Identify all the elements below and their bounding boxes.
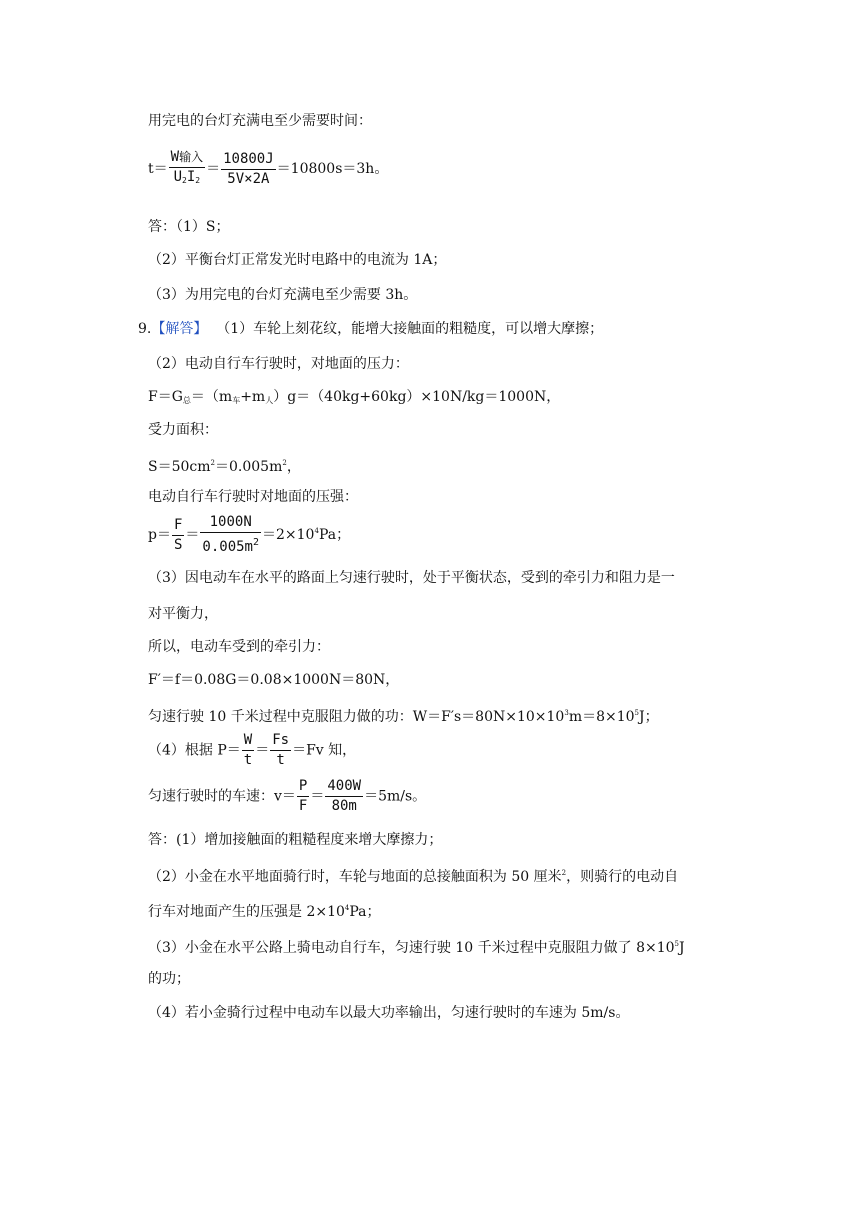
formula-power: （4）根据 P＝ $\frac{W}{t}$ ＝ $\frac{Fs}{t}$ ＝Fv 知， (148, 732, 357, 768)
text-line: 用完电的台灯充满电至少需要时间： (148, 113, 372, 129)
problem-9-header: 9.【解答】 （1）车轮上刻花纹，能增大接触面的粗糙度，可以增大摩擦； (138, 321, 604, 337)
text-line: 所以，电动车受到的牵引力： (148, 639, 330, 655)
solution-tag: 【解答】 (151, 321, 208, 337)
text-line: 对平衡力， (148, 606, 218, 622)
formula-work: 匀速行驶 10 千米过程中克服阻力做的功：$W=F's=80N\times 10\times 10^3m=8\times 10^5J$； (148, 709, 659, 725)
answer-line: 答：（1）S； (148, 219, 230, 235)
text-line: （3）因电动车在水平的路面上匀速行驶时，处于平衡状态，受到的牵引力和阻力是一 (148, 570, 675, 586)
text-line: 电动自行车行驶时对地面的压强： (148, 489, 358, 505)
formula-speed: 匀速行驶时的车速：v＝ $\frac{P}{F}$ ＝ $\frac{400W}{80m}$ ＝5m/s。 (148, 778, 427, 814)
answer-line: （2）平衡台灯正常发光时电路中的电流为 1A； (148, 252, 447, 268)
answer-line: （2）小金在水平地面骑行时，车轮与地面的总接触面积为 50 厘米$^2$，则骑行的电动自 (148, 869, 679, 885)
answer-line: 的功； (148, 971, 190, 987)
formula-force: $F=G_总=(m_车+m_人)g=(40kg+60kg)\times 10N/kg=1000N$， (148, 389, 561, 405)
answer-line: （3）为用完电的台灯充满电至少需要 3h。 (148, 287, 418, 303)
formula-area: $S=50cm^2=0.005m^2$， (148, 459, 301, 475)
formula-time: t＝ $\frac{\text{W输入}}{U_2I_2}$ ＝ $\frac{10800J}{5V\times 2A}$ ＝10800s＝3h。 (148, 149, 389, 187)
formula-pressure: p＝ $\frac{F}{S}$ ＝ $\frac{1000N}{0.005m^2}$ $=2\times 10^4Pa$； (148, 514, 351, 555)
answer-line: （4）若小金骑行过程中电动车以最大功率输出，匀速行驶时的车速为 5m/s。 (148, 1005, 630, 1021)
text-line: 受力面积： (148, 422, 218, 438)
answer-line: （3）小金在水平公路上骑电动自行车，匀速行驶 10 千米过程中克服阻力做了 $8\times 10^5J$ (148, 940, 685, 956)
answer-line: 行车对地面产生的压强是 $2\times 10^4Pa$； (148, 904, 381, 920)
text-line: （2）电动自行车行驶时，对地面的压力： (148, 356, 409, 372)
formula-traction: F′＝f＝0.08G＝0.08×1000N＝80N， (148, 672, 400, 688)
answer-line: 答：(1）增加接触面的粗糙程度来增大摩擦力； (148, 832, 443, 848)
